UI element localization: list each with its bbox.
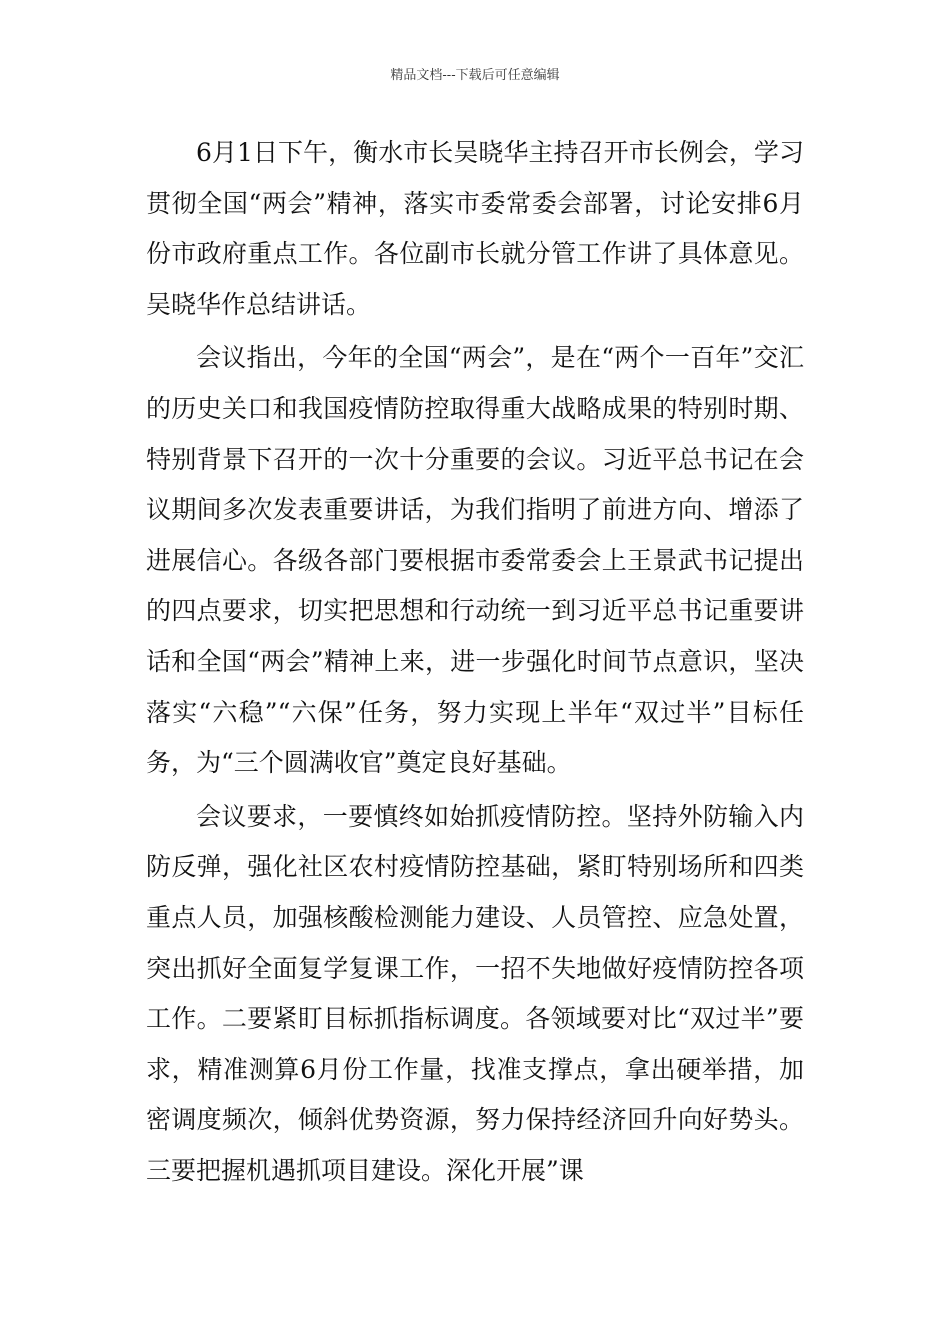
paragraph-3: 会议要求，一要慎终如始抓疫情防控。坚持外防输入内防反弹，强化社区农村疫情防控基础，紧盯特别场所和四类重点人员，加强核酸检测能力建设、人员管控、应急处置，突出抓好全面复学复课工作，一招不失地做好疫情防控各项工作。二要紧盯目标抓指标调度。各领域要对比“双过半”要求，精准测算6月份工作量，找准支撑点，拿出硬举措，加密调度频次，倾斜优势资源，努力保持经济回升向好势头。三要把握机遇抓项目建设。深化开展”课 bbox=[146, 801, 804, 1185]
paragraph-2: 会议指出，今年的全国“两会”，是在“两个一百年”交汇的历史关口和我国疫情防控取得重大战略成果的特别时期、特别背景下召开的一次十分重要的会议。习近平总书记在会议期间多次发表重要讲话，为我们指明了前进方向、增添了进展信心。各级各部门要根据市委常委会上王景武书记提出的四点要求，切实把思想和行动统一到习近平总书记重要讲话和全国“两会”精神上来，进一步强化时间节点意识，坚决落实“六稳”“六保”任务，努力实现上半年“双过半”目标任务，为“三个圆满收官”奠定良好基础。 bbox=[146, 343, 804, 778]
paragraph-1: 6月1日下午，衡水市长吴晓华主持召开市长例会，学习贯彻全国“两会”精神，落实市委常委会部署，讨论安排6月份市政府重点工作。各位副市长就分管工作讲了具体意见。吴晓华作总结讲话。 bbox=[146, 138, 804, 319]
document-body bbox=[146, 128, 804, 1196]
page-header: 精品文档---下载后可任意编辑 bbox=[390, 68, 560, 83]
